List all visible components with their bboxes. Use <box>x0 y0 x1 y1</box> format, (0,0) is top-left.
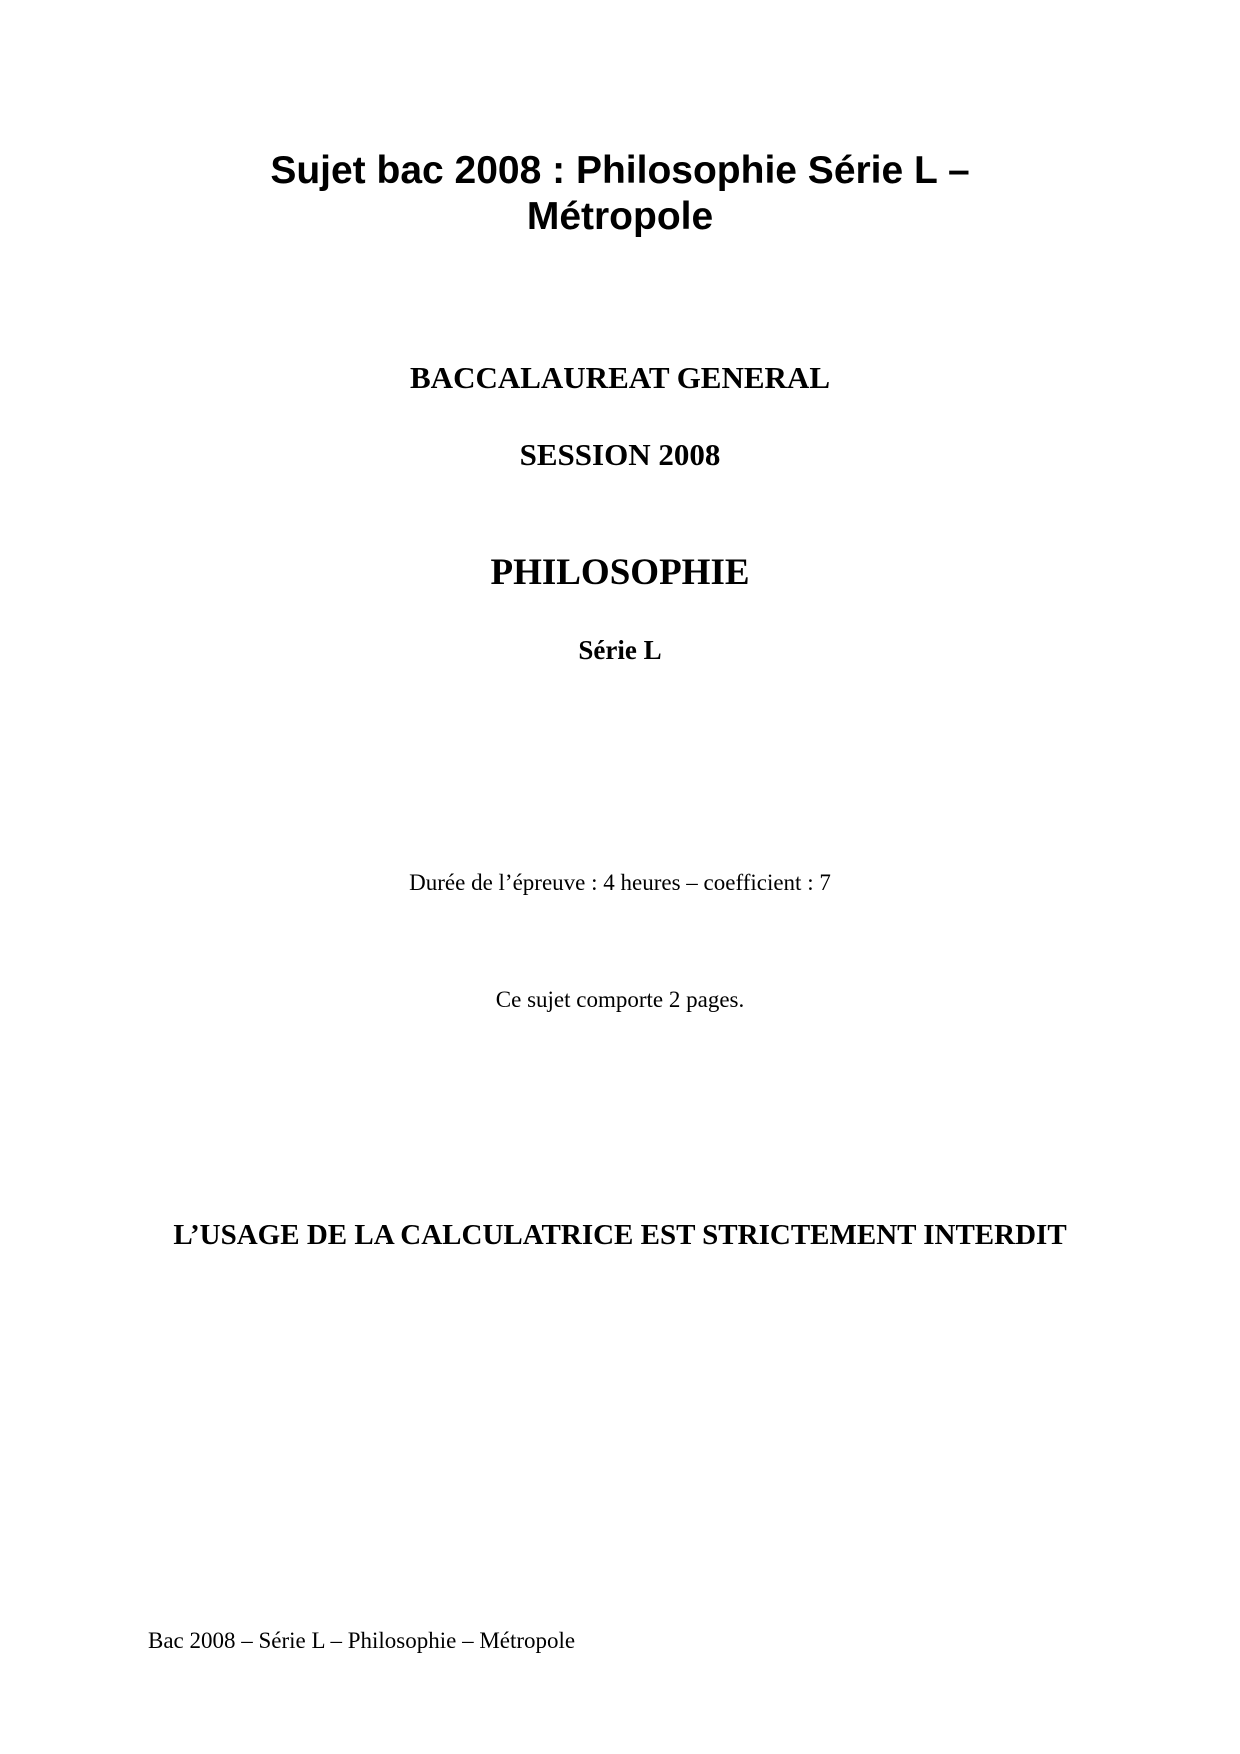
document-title-line-1: Sujet bac 2008 : Philosophie Série L – <box>270 149 970 192</box>
calculator-notice: L’USAGE DE LA CALCULATRICE EST STRICTEMENT INTERDIT <box>173 1219 1067 1251</box>
session-label: SESSION 2008 <box>519 437 721 472</box>
document-title <box>220 148 1020 240</box>
exam-duration: Durée de l’épreuve : 4 heures – coefficient : 7 <box>409 870 831 895</box>
serie-label: Série L <box>578 635 662 665</box>
subject-heading: PHILOSOPHIE <box>490 552 750 593</box>
exam-name: BACCALAUREAT GENERAL <box>410 360 830 395</box>
page-footer: Bac 2008 – Série L – Philosophie – Métropole <box>148 1628 576 1653</box>
page-count-note: Ce sujet comporte 2 pages. <box>495 987 745 1012</box>
document-title-line-2: Métropole <box>526 195 714 238</box>
